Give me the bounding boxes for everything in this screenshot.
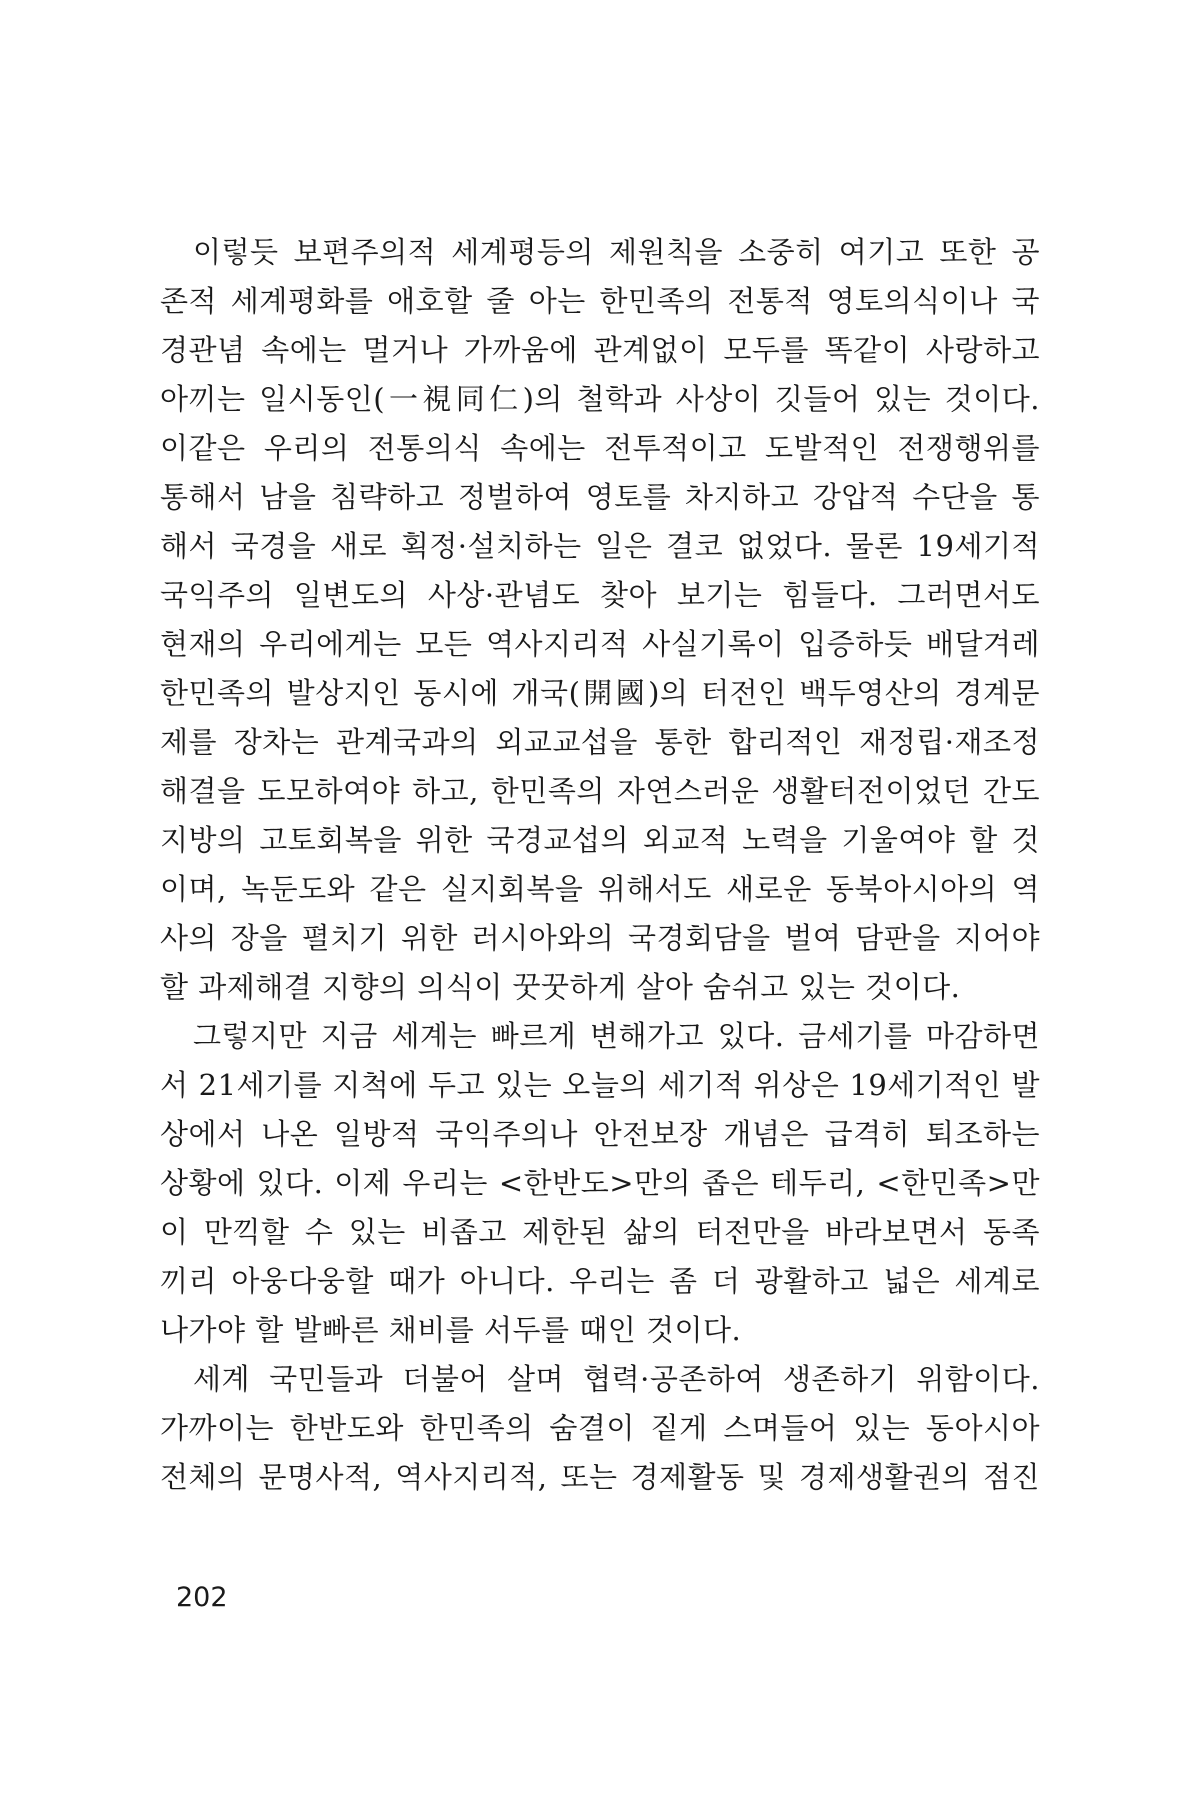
- text-line: 아끼는 일시동인(一視同仁)의 철학과 사상이 깃들어 있는 것이다.: [160, 382, 1040, 416]
- text-line: 존적 세계평화를 애호할 줄 아는 한민족의 전통적 영토의식이나 국: [160, 284, 1040, 318]
- paragraph-1: [160, 228, 1040, 1012]
- body-text: [160, 228, 1040, 1502]
- text-line: 전체의 문명사적, 역사지리적, 또는 경제활동 및 경제생활권의 점진: [160, 1460, 1040, 1494]
- text-line: 한민족의 발상지인 동시에 개국(開國)의 터전인 백두영산의 경계문: [160, 676, 1040, 710]
- paragraph-2: [160, 1012, 1040, 1355]
- text-line: 지방의 고토회복을 위한 국경교섭의 외교적 노력을 기울여야 할 것: [160, 823, 1040, 857]
- text-line: 나가야 할 발빠른 채비를 서두를 때인 것이다.: [160, 1313, 742, 1347]
- page-number: 202: [176, 1582, 228, 1613]
- text-line: 그렇지만 지금 세계는 빠르게 변해가고 있다. 금세기를 마감하면: [193, 1019, 1040, 1053]
- text-line: 해서 국경을 새로 획정·설치하는 일은 결코 없었다. 물론 19세기적: [160, 529, 1040, 563]
- text-line: 제를 장차는 관계국과의 외교교섭을 통한 합리적인 재정립·재조정: [160, 725, 1040, 759]
- text-line: 상황에 있다. 이제 우리는 <한반도>만의 좁은 테두리, <한민족>만: [160, 1166, 1040, 1200]
- text-line: 할 과제해결 지향의 의식이 꿋꿋하게 살아 숨쉬고 있는 것이다.: [160, 970, 961, 1004]
- text-line: 끼리 아웅다웅할 때가 아니다. 우리는 좀 더 광활하고 넓은 세계로: [160, 1264, 1040, 1298]
- text-line: 통해서 남을 침략하고 정벌하여 영토를 차지하고 강압적 수단을 통: [160, 480, 1040, 514]
- text-line: 이 만끽할 수 있는 비좁고 제한된 삶의 터전만을 바라보면서 동족: [160, 1215, 1040, 1249]
- text-line: 이같은 우리의 전통의식 속에는 전투적이고 도발적인 전쟁행위를: [160, 431, 1040, 465]
- text-line: 이며, 녹둔도와 같은 실지회복을 위해서도 새로운 동북아시아의 역: [160, 872, 1040, 906]
- text-line: 상에서 나온 일방적 국익주의나 안전보장 개념은 급격히 퇴조하는: [160, 1117, 1040, 1151]
- text-line: 사의 장을 펼치기 위한 러시아와의 국경회담을 벌여 담판을 지어야: [160, 921, 1040, 955]
- text-line: 세계 국민들과 더불어 살며 협력·공존하여 생존하기 위함이다.: [193, 1362, 1040, 1396]
- text-line: 경관념 속에는 멀거나 가까움에 관계없이 모두를 똑같이 사랑하고: [160, 333, 1040, 367]
- text-line: 서 21세기를 지척에 두고 있는 오늘의 세기적 위상은 19세기적인 발: [160, 1068, 1040, 1102]
- text-line: 국익주의 일변도의 사상·관념도 찾아 보기는 힘들다. 그러면서도: [160, 578, 1040, 612]
- text-line: 가까이는 한반도와 한민족의 숨결이 짙게 스며들어 있는 동아시아: [160, 1411, 1040, 1445]
- text-line: 해결을 도모하여야 하고, 한민족의 자연스러운 생활터전이었던 간도: [160, 774, 1040, 808]
- text-line: 이렇듯 보편주의적 세계평등의 제원칙을 소중히 여기고 또한 공: [193, 235, 1040, 269]
- paragraph-3: [160, 1355, 1040, 1502]
- text-line: 현재의 우리에게는 모든 역사지리적 사실기록이 입증하듯 배달겨레: [160, 627, 1040, 661]
